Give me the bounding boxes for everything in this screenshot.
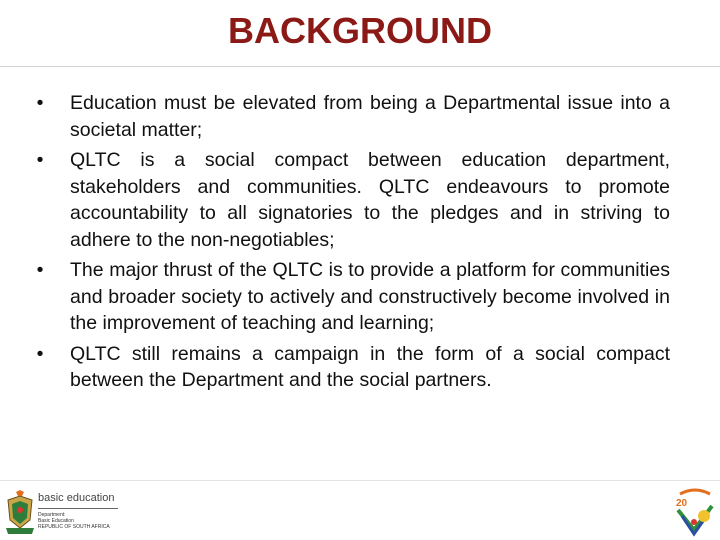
- title-divider: [0, 66, 720, 67]
- bullet-text: The major thrust of the QLTC is to provide a platform for communities and broader society to actively and constructively become involved in the improvement of teaching and learning;: [70, 259, 670, 334]
- brand-name: basic education: [38, 492, 115, 504]
- footer-divider: [0, 480, 720, 481]
- slide-title: BACKGROUND: [228, 10, 492, 51]
- svg-text:20: 20: [676, 498, 688, 509]
- bullet-text: QLTC still remains a campaign in the form of a social compact between the Department and the social partners.: [70, 342, 670, 391]
- bullet-text: Education must be elevated from being a Departmental issue into a societal matter;: [70, 92, 670, 141]
- anniversary-emblem-icon: [672, 486, 718, 538]
- bullet-dot: •: [36, 149, 44, 171]
- brand-sub-line: Basic Education: [38, 518, 74, 524]
- brand-subtitle: [38, 512, 128, 530]
- bullet-item-3: [30, 257, 670, 337]
- brand-sub-line: REPUBLIC OF SOUTH AFRICA: [38, 524, 110, 530]
- bullet-item-4: [30, 341, 670, 394]
- bullet-item-2: [30, 147, 670, 253]
- bullet-item-1: [30, 90, 670, 143]
- bullet-text: QLTC is a social compact between education department, stakeholders and communities. QLTC endeavours to promote accountability to all signatories to the pledges and in striving to adhere to the non-negotiables;: [70, 149, 670, 251]
- brand-underline: [38, 508, 118, 509]
- bullet-list: [30, 90, 670, 398]
- bullet-dot: •: [36, 342, 44, 365]
- bullet-dot: •: [36, 259, 44, 281]
- bullet-dot: •: [36, 92, 44, 114]
- brand-sub-line: Department:: [38, 512, 66, 518]
